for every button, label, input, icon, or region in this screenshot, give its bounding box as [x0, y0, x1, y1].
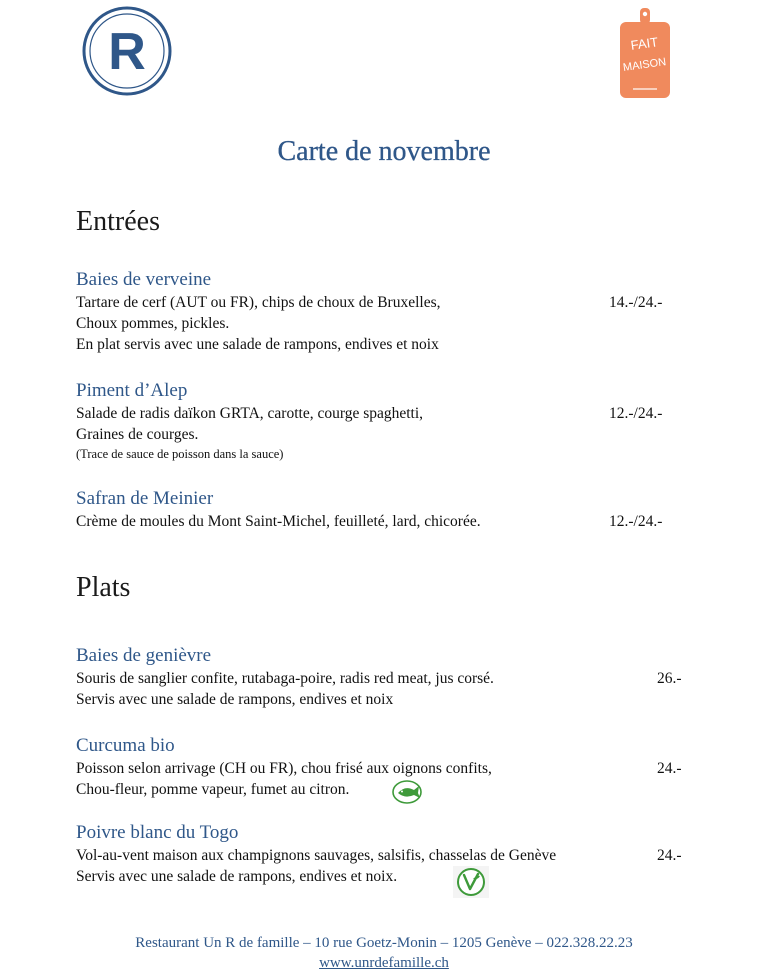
- menu-item: [76, 487, 696, 532]
- item-price: 24.-: [657, 760, 682, 777]
- menu-item: [76, 379, 696, 463]
- vegetarian-icon: [453, 866, 489, 903]
- item-name: Baies de verveine: [76, 269, 212, 290]
- item-price: 26.-: [657, 670, 682, 687]
- item-description: Servis avec une salade de rampons, endives et noix: [76, 691, 394, 708]
- item-note: (Trace de sauce de poisson dans la sauce): [76, 447, 284, 461]
- page-title: Carte de novembre: [277, 136, 491, 167]
- item-description: Graines de courges.: [76, 426, 199, 443]
- svg-text:FAIT: FAIT: [629, 34, 660, 53]
- fait-maison-logo: [619, 8, 671, 100]
- svg-text:R: R: [108, 23, 146, 81]
- item-description: Servis avec une salade de rampons, endives et noix.: [76, 868, 398, 885]
- item-price: 12.-/24.-: [609, 513, 663, 530]
- item-description: Chou-fleur, pomme vapeur, fumet au citron.: [76, 781, 350, 798]
- item-description: Souris de sanglier confite, rutabaga-poire, radis red meat, jus corsé.: [76, 670, 494, 687]
- item-description: En plat servis avec une salade de rampons, endives et noix: [76, 336, 439, 353]
- item-description: Choux pommes, pickles.: [76, 315, 230, 332]
- section-heading-entrees: Entrées: [76, 206, 160, 237]
- item-name: Piment d’Alep: [76, 380, 188, 401]
- item-price: 12.-/24.-: [609, 405, 663, 422]
- footer: [0, 933, 768, 973]
- item-price: 14.-/24.-: [609, 294, 663, 311]
- item-name: Curcuma bio: [76, 735, 175, 756]
- item-description: Tartare de cerf (AUT ou FR), chips de choux de Bruxelles,: [76, 294, 441, 311]
- item-description: Poisson selon arrivage (CH ou FR), chou frisé aux oignons confits,: [76, 760, 492, 777]
- menu-item: [76, 821, 696, 887]
- section-heading-plats: Plats: [76, 572, 131, 603]
- svg-text:MAISON: MAISON: [622, 56, 667, 74]
- item-description: Salade de radis daïkon GRTA, carotte, courge spaghetti,: [76, 405, 424, 422]
- footer-address: Restaurant Un R de famille – 10 rue Goetz-Monin – 1205 Genève – 022.328.22.23: [135, 935, 633, 951]
- item-description: Vol-au-vent maison aux champignons sauvages, salsifis, chasselas de Genève: [76, 847, 557, 864]
- item-price: 24.-: [657, 847, 682, 864]
- item-name: Baies de genièvre: [76, 645, 212, 666]
- item-name: Poivre blanc du Togo: [76, 822, 239, 843]
- restaurant-logo: [82, 6, 172, 96]
- menu-item: [76, 734, 696, 800]
- sustainable-fish-icon: [390, 778, 424, 811]
- menu-item: [76, 268, 696, 355]
- item-name: Safran de Meinier: [76, 488, 214, 509]
- item-description: Crème de moules du Mont Saint-Michel, feuilleté, lard, chicorée.: [76, 513, 481, 530]
- menu-item: [76, 644, 696, 710]
- footer-website-link[interactable]: www.unrdefamille.ch: [319, 955, 449, 971]
